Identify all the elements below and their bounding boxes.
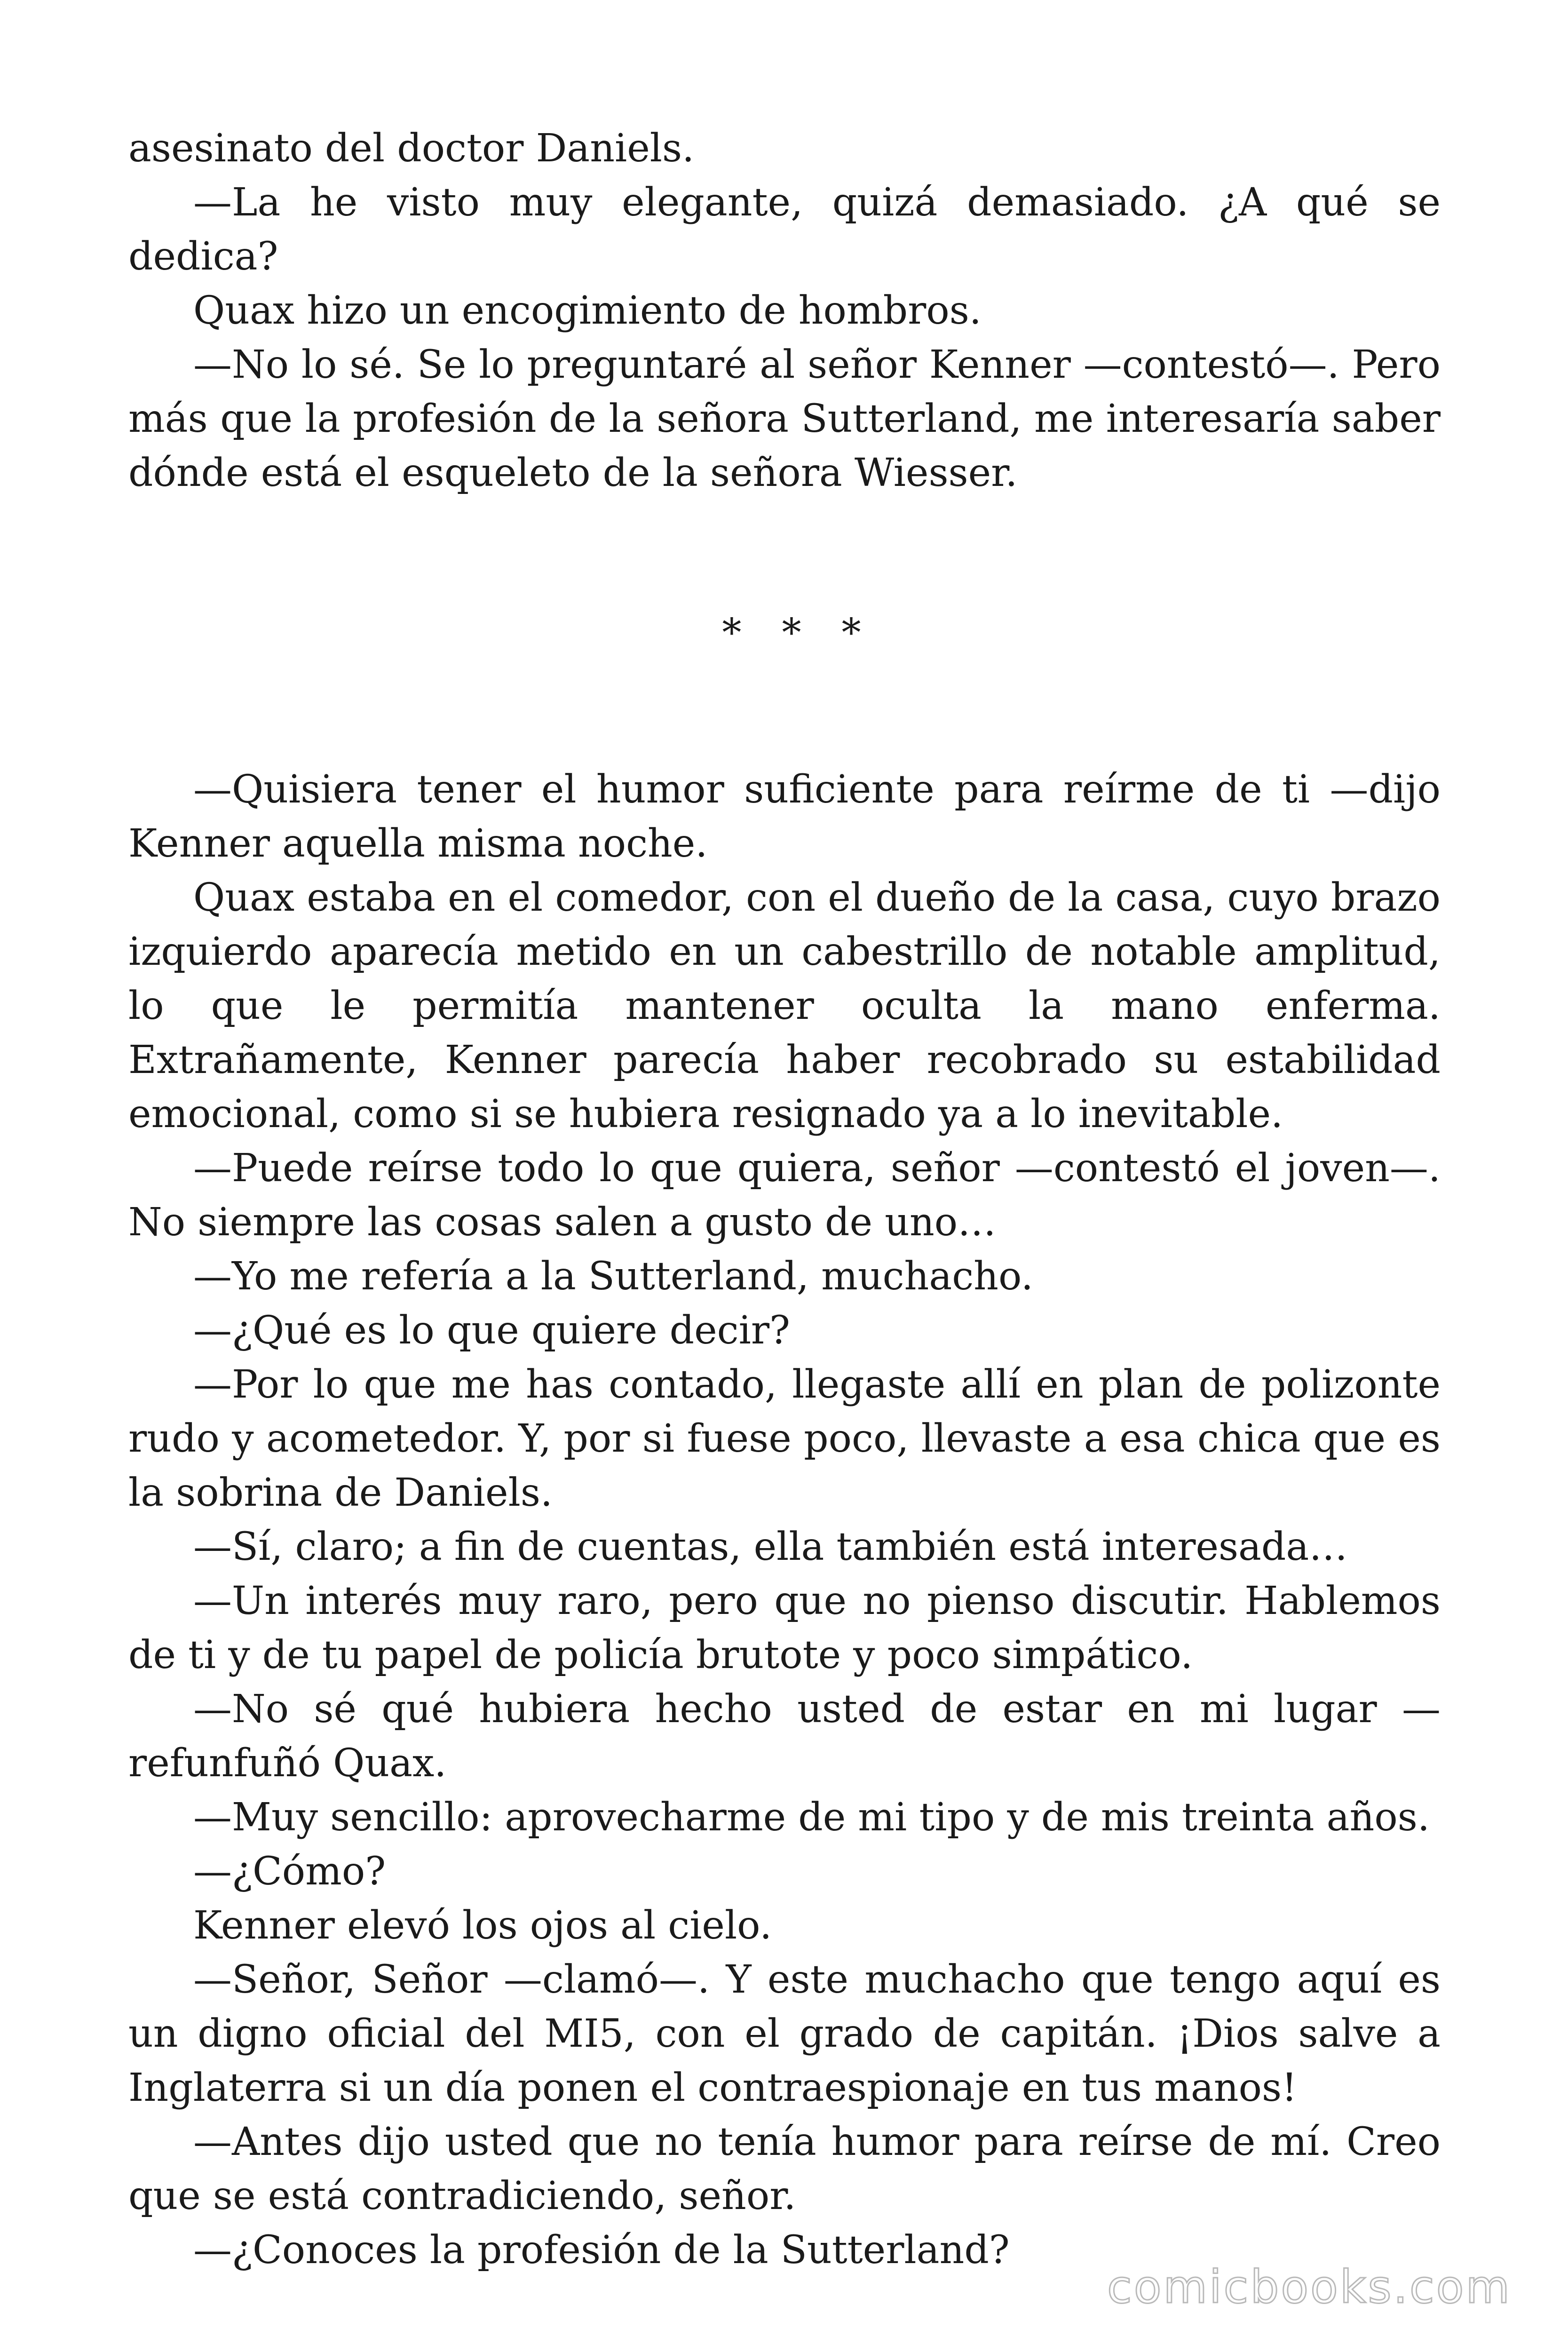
- book-page: [128, 121, 1441, 2277]
- paragraph: —Puede reírse todo lo que quiera, señor —contestó el joven—. No siempre las cosas salen a gusto de uno…: [128, 1146, 1441, 1245]
- watermark: comicbooks.com: [1107, 2261, 1512, 2313]
- paragraph: —Antes dijo usted que no tenía humor para reírse de mí. Creo que se está contradiciendo, señor.: [128, 2120, 1441, 2218]
- paragraph: —No lo sé. Se lo preguntaré al señor Kenner —contestó—. Pero más que la profesión de la señora Sutterland, me interesaría saber dónde está el esqueleto de la señora Wiesser.: [128, 342, 1441, 495]
- paragraph: —Muy sencillo: aprovecharme de mi tipo y de mis treinta años.: [193, 1795, 1430, 1840]
- paragraph: Quax hizo un encogimiento de hombros.: [193, 288, 982, 333]
- paragraph: —Sí, claro; a fin de cuentas, ella también está interesada…: [193, 1525, 1348, 1569]
- text-block-top: [128, 121, 1441, 500]
- paragraph: —¿Cómo?: [193, 1849, 386, 1894]
- paragraph: Kenner elevó los ojos al cielo.: [193, 1903, 772, 1948]
- paragraph: —Señor, Señor —clamó—. Y este muchacho que tengo aquí es un digno oficial del MI5, con el grado de capitán. ¡Dios salve a Inglaterra si un día ponen el contraespionaje en tus manos!: [128, 1957, 1441, 2110]
- paragraph: —Por lo que me has contado, llegaste allí en plan de polizonte rudo y acometedor. Y, por si fuese poco, llevaste a esa chica que es la sobrina de Daniels.: [128, 1362, 1441, 1515]
- scene-separator: * * *: [722, 611, 875, 655]
- paragraph: —Un interés muy raro, pero que no pienso discutir. Hablemos de ti y de tu papel de policía brutote y poco simpático.: [128, 1579, 1441, 1677]
- paragraph: asesinato del doctor Daniels.: [128, 126, 695, 171]
- paragraph: —¿Qué es lo que quiere decir?: [193, 1308, 790, 1353]
- paragraph: —No sé qué hubiera hecho usted de estar en mi lugar —refunfuñó Quax.: [128, 1687, 1441, 1786]
- text-block-bottom: [128, 763, 1441, 2277]
- paragraph: —Quisiera tener el humor suficiente para reírme de ti —dijo Kenner aquella misma noche.: [128, 767, 1441, 866]
- paragraph: —Yo me refería a la Sutterland, muchacho.: [193, 1254, 1033, 1299]
- paragraph: Quax estaba en el comedor, con el dueño de la casa, cuyo brazo izquierdo aparecía metido en un cabestrillo de notable amplitud, lo que le permitía mantener oculta la mano enferma. Extrañamente, Kenner parecía haber recobrado su estabilidad emocional, como si se hubiera resignado ya a lo inevitable.: [128, 875, 1441, 1136]
- paragraph: —¿Conoces la profesión de la Sutterland?: [193, 2228, 1010, 2273]
- paragraph: —La he visto muy elegante, quizá demasiado. ¿A qué se dedica?: [128, 180, 1441, 279]
